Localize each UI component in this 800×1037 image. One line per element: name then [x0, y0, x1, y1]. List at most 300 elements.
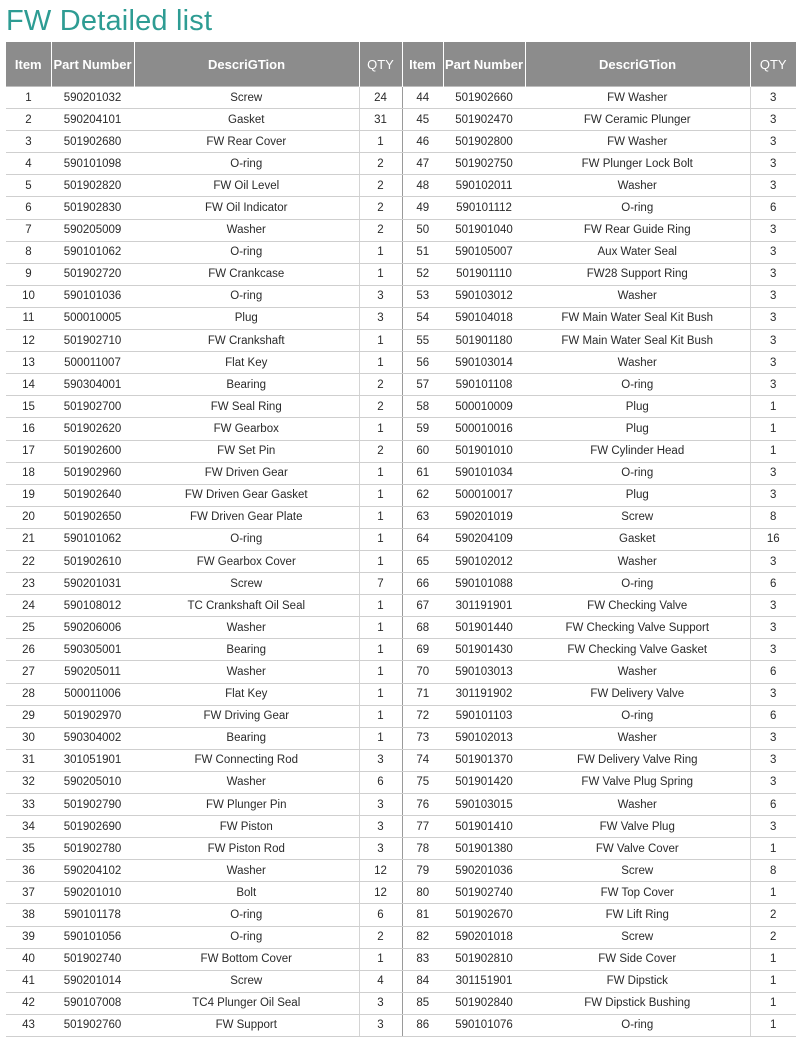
item-cell: 41	[6, 970, 51, 992]
part-number-cell: 590205009	[51, 219, 134, 241]
table-body	[6, 87, 796, 1037]
part-number-cell: 501902960	[51, 462, 134, 484]
qty-cell: 1	[750, 418, 796, 440]
description-cell: Screw	[134, 573, 359, 595]
item-cell: 79	[402, 860, 443, 882]
description-cell: Washer	[525, 661, 750, 683]
part-number-cell: 501902760	[51, 1014, 134, 1036]
qty-cell: 3	[750, 617, 796, 639]
qty-cell: 6	[359, 771, 402, 793]
item-cell: 30	[6, 727, 51, 749]
description-cell: FW Checking Valve	[525, 595, 750, 617]
table-row	[6, 595, 796, 617]
table-row	[6, 794, 796, 816]
description-cell: Flat Key	[134, 352, 359, 374]
description-cell: Flat Key	[134, 683, 359, 705]
qty-cell: 3	[750, 352, 796, 374]
qty-cell: 1	[359, 705, 402, 727]
header-description: DescriGTion	[134, 42, 359, 87]
table-row	[6, 683, 796, 705]
table-row	[6, 197, 796, 219]
description-cell: FW Oil Indicator	[134, 197, 359, 219]
description-cell: FW Delivery Valve	[525, 683, 750, 705]
item-cell: 50	[402, 219, 443, 241]
item-cell: 85	[402, 992, 443, 1014]
part-number-cell: 501902970	[51, 705, 134, 727]
item-cell: 16	[6, 418, 51, 440]
item-cell: 12	[6, 330, 51, 352]
item-cell: 59	[402, 418, 443, 440]
description-cell: TC Crankshaft Oil Seal	[134, 595, 359, 617]
qty-cell: 1	[750, 970, 796, 992]
part-number-cell: 501902640	[51, 484, 134, 506]
table-row	[6, 175, 796, 197]
description-cell: FW Piston Rod	[134, 838, 359, 860]
part-number-cell: 590304002	[51, 727, 134, 749]
qty-cell: 3	[359, 816, 402, 838]
table-row	[6, 617, 796, 639]
item-cell: 48	[402, 175, 443, 197]
qty-cell: 3	[359, 838, 402, 860]
description-cell: Plug	[134, 307, 359, 329]
description-cell: Bearing	[134, 727, 359, 749]
part-number-cell: 590102011	[443, 175, 525, 197]
table-row	[6, 440, 796, 462]
item-cell: 15	[6, 396, 51, 418]
item-cell: 64	[402, 528, 443, 550]
part-number-cell: 501902670	[443, 904, 525, 926]
qty-cell: 2	[359, 153, 402, 175]
table-row	[6, 838, 796, 860]
qty-cell: 1	[359, 948, 402, 970]
qty-cell: 1	[750, 882, 796, 904]
qty-cell: 3	[359, 307, 402, 329]
description-cell: FW Crankcase	[134, 263, 359, 285]
description-cell: FW Bottom Cover	[134, 948, 359, 970]
description-cell: FW Top Cover	[525, 882, 750, 904]
qty-cell: 2	[359, 197, 402, 219]
qty-cell: 3	[750, 153, 796, 175]
table-row	[6, 285, 796, 307]
part-number-cell: 590201032	[51, 87, 134, 109]
item-cell: 17	[6, 440, 51, 462]
table-row	[6, 219, 796, 241]
part-number-cell: 501902680	[51, 131, 134, 153]
description-cell: Bolt	[134, 882, 359, 904]
qty-cell: 3	[750, 749, 796, 771]
part-number-cell: 500010009	[443, 396, 525, 418]
item-cell: 74	[402, 749, 443, 771]
description-cell: FW Valve Cover	[525, 838, 750, 860]
part-number-cell: 590201014	[51, 970, 134, 992]
part-number-cell: 590101112	[443, 197, 525, 219]
description-cell: FW Valve Plug	[525, 816, 750, 838]
table-row	[6, 307, 796, 329]
part-number-cell: 590201031	[51, 573, 134, 595]
part-number-cell: 590101062	[51, 241, 134, 263]
part-number-cell: 590201036	[443, 860, 525, 882]
part-number-cell: 590101098	[51, 153, 134, 175]
part-number-cell: 501901420	[443, 771, 525, 793]
part-number-cell: 590103014	[443, 352, 525, 374]
qty-cell: 3	[750, 307, 796, 329]
part-number-cell: 501902750	[443, 153, 525, 175]
qty-cell: 3	[750, 462, 796, 484]
table-row	[6, 573, 796, 595]
part-number-cell: 590304001	[51, 374, 134, 396]
qty-cell: 1	[359, 506, 402, 528]
item-cell: 70	[402, 661, 443, 683]
description-cell: Washer	[525, 550, 750, 572]
item-cell: 49	[402, 197, 443, 219]
table-row	[6, 860, 796, 882]
qty-cell: 6	[750, 573, 796, 595]
item-cell: 43	[6, 1014, 51, 1036]
description-cell: Screw	[134, 970, 359, 992]
qty-cell: 1	[359, 727, 402, 749]
part-number-cell: 501902800	[443, 131, 525, 153]
part-number-cell: 590204102	[51, 860, 134, 882]
description-cell: Screw	[525, 926, 750, 948]
qty-cell: 3	[750, 241, 796, 263]
part-number-cell: 301051901	[51, 749, 134, 771]
table-row	[6, 904, 796, 926]
description-cell: FW Rear Guide Ring	[525, 219, 750, 241]
part-number-cell: 590204101	[51, 109, 134, 131]
description-cell: O-ring	[525, 374, 750, 396]
qty-cell: 6	[750, 705, 796, 727]
item-cell: 57	[402, 374, 443, 396]
part-number-cell: 501902780	[51, 838, 134, 860]
description-cell: FW Set Pin	[134, 440, 359, 462]
qty-cell: 1	[359, 418, 402, 440]
description-cell: Washer	[134, 771, 359, 793]
item-cell: 71	[402, 683, 443, 705]
item-cell: 56	[402, 352, 443, 374]
qty-cell: 1	[750, 838, 796, 860]
item-cell: 55	[402, 330, 443, 352]
qty-cell: 2	[359, 440, 402, 462]
table-row	[6, 87, 796, 109]
description-cell: Plug	[525, 484, 750, 506]
description-cell: O-ring	[525, 573, 750, 595]
description-cell: O-ring	[134, 528, 359, 550]
header-item: Item	[6, 42, 51, 87]
qty-cell: 1	[359, 595, 402, 617]
qty-cell: 6	[750, 197, 796, 219]
item-cell: 2	[6, 109, 51, 131]
part-number-cell: 501902620	[51, 418, 134, 440]
table-row	[6, 749, 796, 771]
item-cell: 31	[6, 749, 51, 771]
qty-cell: 1	[750, 440, 796, 462]
part-number-cell: 501902810	[443, 948, 525, 970]
qty-cell: 3	[359, 992, 402, 1014]
qty-cell: 3	[750, 330, 796, 352]
item-cell: 78	[402, 838, 443, 860]
item-cell: 38	[6, 904, 51, 926]
item-cell: 10	[6, 285, 51, 307]
item-cell: 77	[402, 816, 443, 838]
table-row	[6, 462, 796, 484]
description-cell: Bearing	[134, 374, 359, 396]
qty-cell: 1	[359, 661, 402, 683]
qty-cell: 1	[359, 462, 402, 484]
item-cell: 81	[402, 904, 443, 926]
qty-cell: 8	[750, 860, 796, 882]
part-number-cell: 590101062	[51, 528, 134, 550]
qty-cell: 1	[359, 617, 402, 639]
part-number-cell: 501901430	[443, 639, 525, 661]
part-number-cell: 500011006	[51, 683, 134, 705]
part-number-cell: 501901110	[443, 263, 525, 285]
part-number-cell: 501902650	[51, 506, 134, 528]
table-row	[6, 241, 796, 263]
item-cell: 82	[402, 926, 443, 948]
item-cell: 19	[6, 484, 51, 506]
qty-cell: 1	[750, 396, 796, 418]
item-cell: 7	[6, 219, 51, 241]
page-title: FW Detailed list	[6, 5, 213, 37]
qty-cell: 6	[359, 904, 402, 926]
table-row	[6, 263, 796, 285]
description-cell: FW Gearbox	[134, 418, 359, 440]
item-cell: 39	[6, 926, 51, 948]
qty-cell: 2	[359, 175, 402, 197]
qty-cell: 3	[750, 727, 796, 749]
item-cell: 29	[6, 705, 51, 727]
qty-cell: 3	[750, 683, 796, 705]
part-number-cell: 590107008	[51, 992, 134, 1014]
qty-cell: 12	[359, 860, 402, 882]
item-cell: 45	[402, 109, 443, 131]
part-number-cell: 501902840	[443, 992, 525, 1014]
part-number-cell: 590101088	[443, 573, 525, 595]
qty-cell: 1	[359, 528, 402, 550]
description-cell: FW Checking Valve Support	[525, 617, 750, 639]
qty-cell: 1	[359, 241, 402, 263]
item-cell: 42	[6, 992, 51, 1014]
item-cell: 34	[6, 816, 51, 838]
table-row	[6, 528, 796, 550]
description-cell: Washer	[134, 860, 359, 882]
qty-cell: 3	[359, 749, 402, 771]
part-number-cell: 590305001	[51, 639, 134, 661]
table-row	[6, 153, 796, 175]
item-cell: 73	[402, 727, 443, 749]
header-description: DescriGTion	[525, 42, 750, 87]
part-number-cell: 501902720	[51, 263, 134, 285]
description-cell: O-ring	[525, 197, 750, 219]
item-cell: 58	[402, 396, 443, 418]
item-cell: 13	[6, 352, 51, 374]
description-cell: Washer	[134, 661, 359, 683]
part-number-cell: 501901410	[443, 816, 525, 838]
item-cell: 69	[402, 639, 443, 661]
part-number-cell: 501902820	[51, 175, 134, 197]
description-cell: FW Side Cover	[525, 948, 750, 970]
qty-cell: 2	[359, 374, 402, 396]
qty-cell: 4	[359, 970, 402, 992]
qty-cell: 1	[359, 352, 402, 374]
item-cell: 37	[6, 882, 51, 904]
qty-cell: 3	[750, 484, 796, 506]
description-cell: Bearing	[134, 639, 359, 661]
qty-cell: 3	[750, 550, 796, 572]
table-row	[6, 639, 796, 661]
part-number-cell: 590101103	[443, 705, 525, 727]
header-item: Item	[402, 42, 443, 87]
qty-cell: 1	[750, 948, 796, 970]
qty-cell: 1	[359, 639, 402, 661]
part-number-cell: 590201019	[443, 506, 525, 528]
description-cell: FW Driven Gear Gasket	[134, 484, 359, 506]
item-cell: 67	[402, 595, 443, 617]
part-number-cell: 590108012	[51, 595, 134, 617]
description-cell: FW Valve Plug Spring	[525, 771, 750, 793]
part-number-cell: 501902740	[51, 948, 134, 970]
description-cell: FW Washer	[525, 131, 750, 153]
item-cell: 63	[402, 506, 443, 528]
table-row	[6, 131, 796, 153]
description-cell: FW Plunger Pin	[134, 794, 359, 816]
item-cell: 51	[402, 241, 443, 263]
table-row	[6, 970, 796, 992]
qty-cell: 1	[359, 484, 402, 506]
table-row	[6, 550, 796, 572]
description-cell: FW Lift Ring	[525, 904, 750, 926]
qty-cell: 3	[750, 771, 796, 793]
description-cell: Screw	[525, 860, 750, 882]
description-cell: FW Gearbox Cover	[134, 550, 359, 572]
item-cell: 54	[402, 307, 443, 329]
part-number-cell: 500010016	[443, 418, 525, 440]
description-cell: FW Driving Gear	[134, 705, 359, 727]
part-number-cell: 590105007	[443, 241, 525, 263]
description-cell: Washer	[525, 794, 750, 816]
item-cell: 20	[6, 506, 51, 528]
qty-cell: 1	[359, 131, 402, 153]
header-part-number: Part Number	[443, 42, 525, 87]
part-number-cell: 590103015	[443, 794, 525, 816]
item-cell: 86	[402, 1014, 443, 1036]
table-row	[6, 374, 796, 396]
description-cell: FW Rear Cover	[134, 131, 359, 153]
description-cell: Washer	[134, 617, 359, 639]
item-cell: 84	[402, 970, 443, 992]
part-number-cell: 590103013	[443, 661, 525, 683]
description-cell: FW Crankshaft	[134, 330, 359, 352]
qty-cell: 3	[750, 219, 796, 241]
description-cell: FW Driven Gear	[134, 462, 359, 484]
part-number-cell: 501902610	[51, 550, 134, 572]
qty-cell: 1	[359, 683, 402, 705]
part-number-cell: 590101178	[51, 904, 134, 926]
description-cell: TC4 Plunger Oil Seal	[134, 992, 359, 1014]
part-number-cell: 501901040	[443, 219, 525, 241]
description-cell: Plug	[525, 418, 750, 440]
description-cell: FW Connecting Rod	[134, 749, 359, 771]
item-cell: 22	[6, 550, 51, 572]
item-cell: 3	[6, 131, 51, 153]
part-number-cell: 500010005	[51, 307, 134, 329]
description-cell: FW Oil Level	[134, 175, 359, 197]
item-cell: 14	[6, 374, 51, 396]
description-cell: O-ring	[134, 153, 359, 175]
item-cell: 1	[6, 87, 51, 109]
table-row	[6, 1014, 796, 1036]
description-cell: FW Delivery Valve Ring	[525, 749, 750, 771]
qty-cell: 3	[750, 175, 796, 197]
item-cell: 65	[402, 550, 443, 572]
part-number-cell: 501902700	[51, 396, 134, 418]
description-cell: Aux Water Seal	[525, 241, 750, 263]
description-cell: FW Dipstick Bushing	[525, 992, 750, 1014]
part-number-cell: 301191901	[443, 595, 525, 617]
description-cell: Washer	[525, 727, 750, 749]
qty-cell: 1	[359, 263, 402, 285]
part-number-cell: 500011007	[51, 352, 134, 374]
qty-cell: 2	[750, 904, 796, 926]
part-number-cell: 590101036	[51, 285, 134, 307]
table-header-row	[6, 42, 796, 87]
part-number-cell: 501901010	[443, 440, 525, 462]
qty-cell: 3	[750, 109, 796, 131]
table-row	[6, 418, 796, 440]
item-cell: 8	[6, 241, 51, 263]
description-cell: O-ring	[525, 705, 750, 727]
part-number-cell: 501901370	[443, 749, 525, 771]
item-cell: 35	[6, 838, 51, 860]
item-cell: 24	[6, 595, 51, 617]
description-cell: FW Dipstick	[525, 970, 750, 992]
part-number-cell: 501902660	[443, 87, 525, 109]
item-cell: 68	[402, 617, 443, 639]
item-cell: 32	[6, 771, 51, 793]
item-cell: 18	[6, 462, 51, 484]
description-cell: FW Support	[134, 1014, 359, 1036]
part-number-cell: 590104018	[443, 307, 525, 329]
part-number-cell: 500010017	[443, 484, 525, 506]
table-row	[6, 109, 796, 131]
description-cell: Gasket	[525, 528, 750, 550]
item-cell: 53	[402, 285, 443, 307]
table-row	[6, 352, 796, 374]
table-row	[6, 506, 796, 528]
item-cell: 33	[6, 794, 51, 816]
part-number-cell: 590102013	[443, 727, 525, 749]
item-cell: 60	[402, 440, 443, 462]
qty-cell: 7	[359, 573, 402, 595]
qty-cell: 3	[750, 816, 796, 838]
description-cell: Washer	[525, 352, 750, 374]
table-row	[6, 771, 796, 793]
item-cell: 76	[402, 794, 443, 816]
item-cell: 72	[402, 705, 443, 727]
part-number-cell: 501902600	[51, 440, 134, 462]
qty-cell: 2	[359, 926, 402, 948]
part-number-cell: 501901180	[443, 330, 525, 352]
part-number-cell: 590102012	[443, 550, 525, 572]
qty-cell: 3	[750, 374, 796, 396]
part-number-cell: 590101034	[443, 462, 525, 484]
qty-cell: 2	[359, 219, 402, 241]
qty-cell: 3	[359, 794, 402, 816]
part-number-cell: 301191902	[443, 683, 525, 705]
qty-cell: 3	[359, 285, 402, 307]
part-number-cell: 590205010	[51, 771, 134, 793]
description-cell: Gasket	[134, 109, 359, 131]
